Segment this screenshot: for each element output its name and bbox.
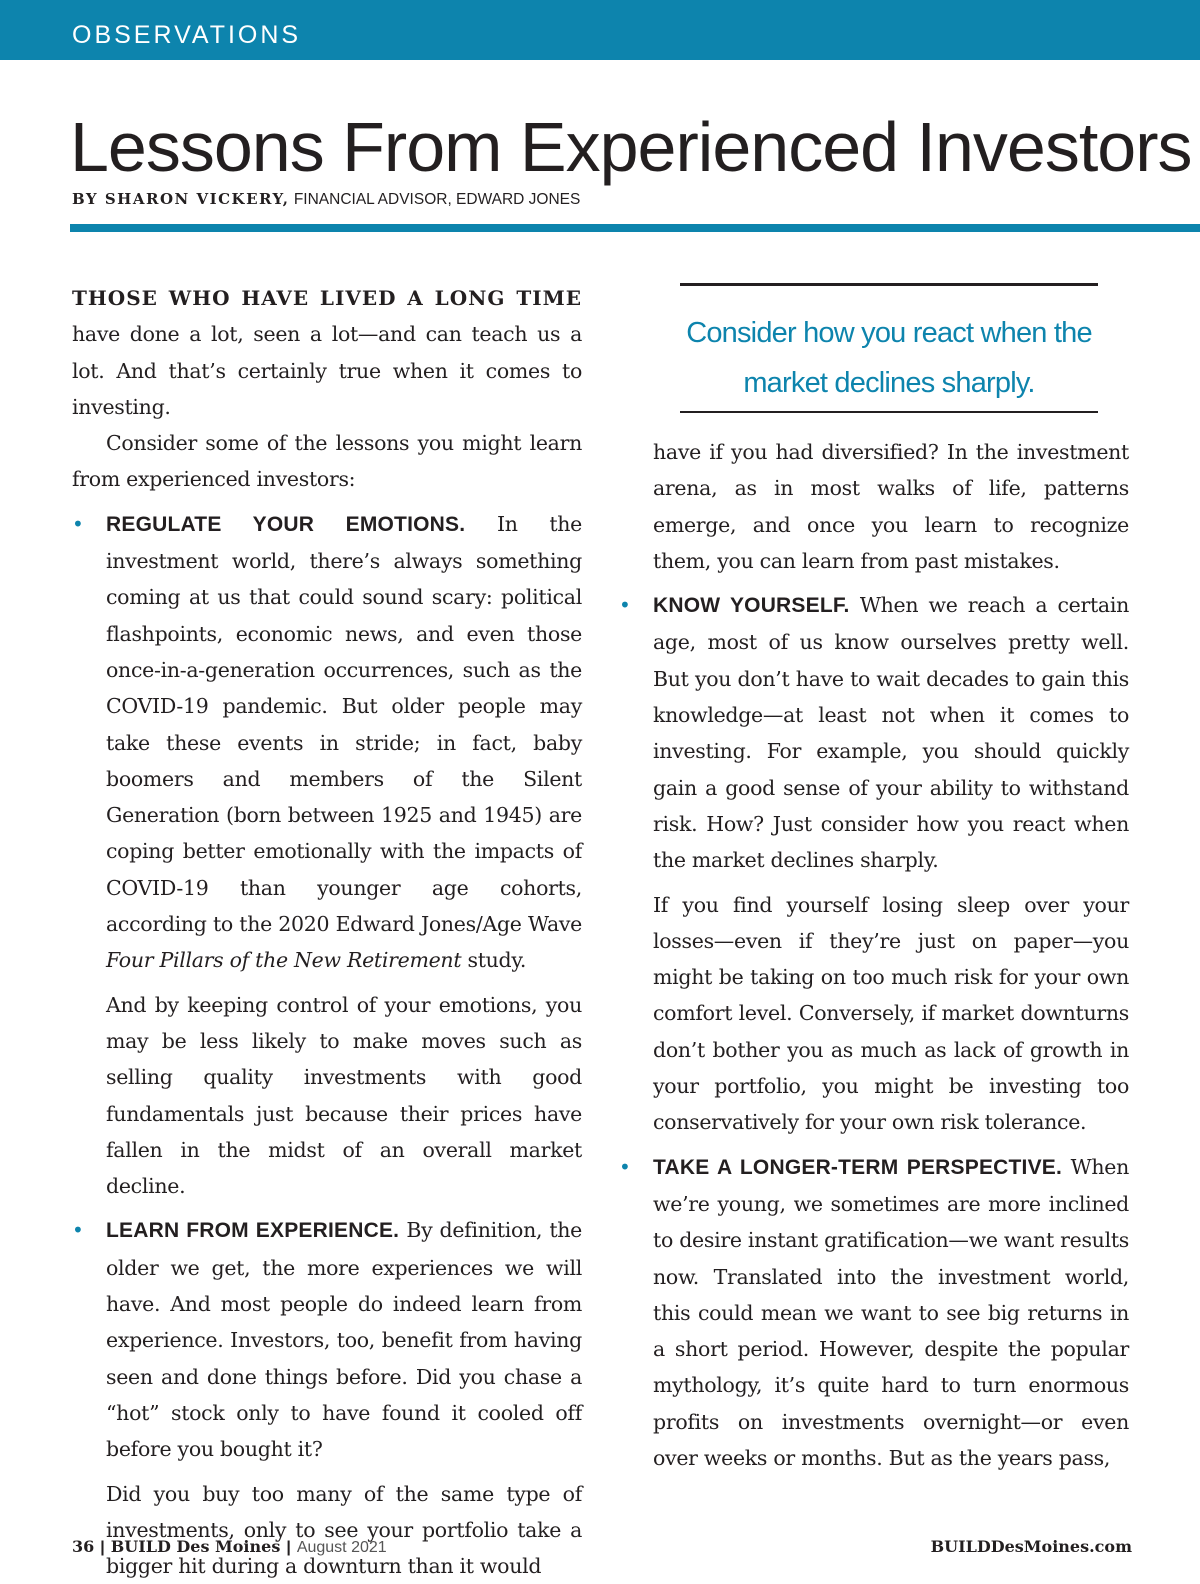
bullet-heading: KNOW YOURSELF. [653,594,850,617]
consider-paragraph: Consider some of the lessons you might learn from experienced investors: [72,425,582,498]
pull-quote-line: market declines sharply. [743,367,1034,399]
bullet-icon: • [72,506,84,542]
intro-paragraph [72,280,582,425]
bullet-icon: • [72,1212,84,1248]
bullet-text: When we reach a certain age, most of us know ourselves pretty well. But you don’t have to wait decades to gain this knowledge—at least not when it comes to investing. For example, you should quickly gain a good sense of your ability to withstand risk. How? Just consider how you react when the market declines sharply. [653,593,1129,872]
page-footer [72,1537,387,1558]
bullet-text: In the investment world, there’s always something coming at us that could sound scary: political flashpoints, economic news, and even those once-in-a-generation occurrences, such as the COVID-19 pandemic. But older people may take these events in stride; in fact, baby boomers and members of the Silent Generation (born between 1925 and 1945) are coping better emotionally with the impacts of COVID-19 than younger age cohorts, according to the 2020 Edward Jones/Age Wave [106,512,582,936]
bullet-paragraph [653,1149,1129,1477]
pull-quote-text [680,286,1098,408]
byline [72,188,580,211]
byline-author: BY SHARON VICKERY, [72,190,290,208]
bullet-text: When we’re young, we sometimes are more inclined to desire instant gratification—we want results now. Translated into the investment world, this could mean we want to see big returns in a short period. However, despite the popular mythology, it’s quite hard to turn enormous profits on investments overnight—or even over weeks or months. But as the years pass, [653,1155,1129,1470]
section-banner [0,0,1200,60]
publication-name: BUILD Des Moines [111,1537,281,1556]
footer-separator: | [100,1539,104,1556]
pull-quote [680,283,1098,413]
bullet-paragraph [106,1212,582,1467]
bullet-text-end: study. [467,948,526,972]
page-number: 36 [72,1537,94,1556]
issue-date: August 2021 [297,1539,387,1556]
pull-quote-line: Consider how you react when the [686,317,1092,349]
bullet-learn-experience [72,1212,582,1584]
intro-text: have done a lot, seen a lot—and can teach us a lot. And that’s certainly true when it comes to investing. [72,322,582,419]
bullet-text: By definition, the older we get, the more experiences we will have. And most people do indeed learn from experience. Investors, too, benefit from having seen and done things before. Did you chase a “hot” stock only to have found it cooled off before you bought it? [106,1218,582,1461]
footer-separator: | [286,1539,290,1556]
bullet-longer-term [619,1149,1129,1477]
bullet-paragraph: Did you buy too many of the same type of investments, only to see your portfolio take a bigger hit during a downturn than it would [106,1476,582,1584]
study-title: Four Pillars of the New Retirement [106,948,461,972]
section-label: OBSERVATIONS [72,20,301,50]
bullet-paragraph: have if you had diversified? In the investment arena, as in most walks of life, patterns emerge, and once you learn to recognize them, you can learn from past mistakes. [653,434,1129,579]
bullet-paragraph: And by keeping control of your emotions, you may be less likely to make moves such as selling quality investments with good fundamentals just because their prices have fallen in the midst of an overall market decline. [106,987,582,1205]
bullet-paragraph: If you find yourself losing sleep over your losses—even if they’re just on paper—you might be taking on too much risk for your own comfort level. Conversely, if market downturns don’t bother you as much as lack of growth in your portfolio, you might be investing too conservatively for your own risk tolerance. [653,887,1129,1141]
bullet-paragraph [106,506,582,979]
intro-lead-in: THOSE WHO HAVE LIVED A LONG TIME [72,286,582,310]
bullet-know-yourself [619,587,1129,1140]
bullet-heading: LEARN FROM EXPERIENCE. [106,1219,399,1242]
bullet-paragraph [653,587,1129,878]
bullet-continuation [653,434,1129,579]
article-title: Lessons From Experienced Investors [70,106,1170,188]
left-column [72,280,582,1584]
website-link[interactable]: BUILDDesMoines.com [931,1537,1132,1557]
title-divider [70,224,1200,232]
bullet-regulate-emotions [72,506,582,1205]
right-column [653,434,1129,1476]
bullet-heading: TAKE A LONGER-TERM PERSPECTIVE. [653,1156,1062,1179]
byline-title: FINANCIAL ADVISOR, EDWARD JONES [294,191,581,208]
bullet-icon: • [619,587,631,623]
bullet-icon: • [619,1149,631,1185]
bullet-heading: REGULATE YOUR EMOTIONS. [106,513,465,536]
